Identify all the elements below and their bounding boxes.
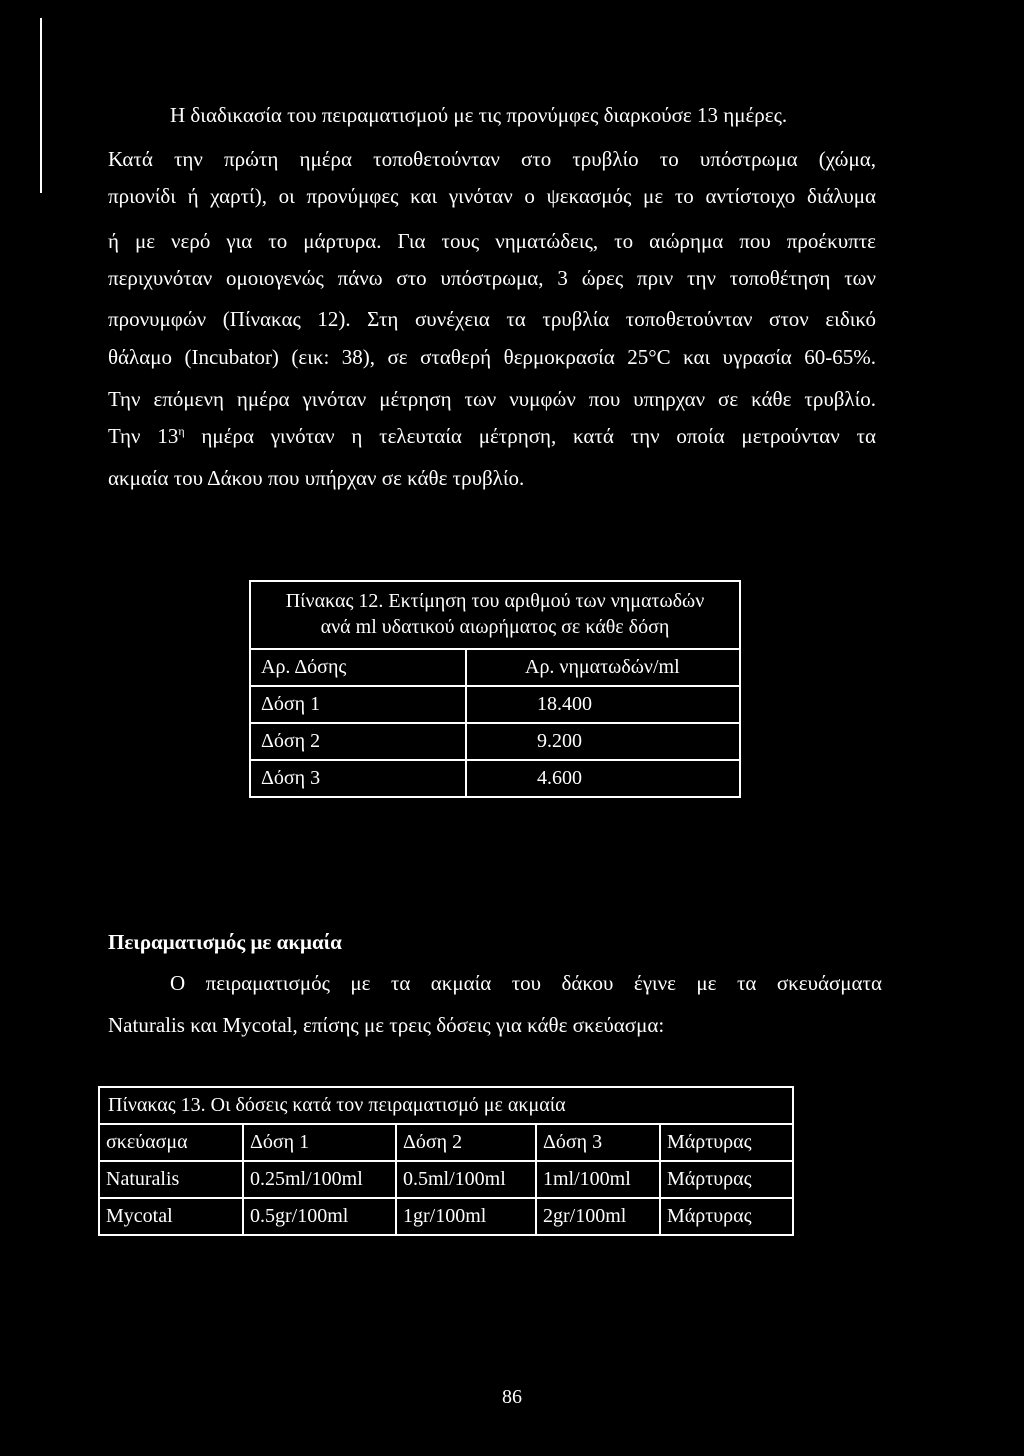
table-cell: Mycotal [99, 1198, 243, 1235]
table-header-row [99, 1124, 793, 1161]
table-header-cell: Μάρτυρας [660, 1124, 793, 1161]
paragraph-line: Ο πειραματισμός με τα ακμαία του δάκου έγινε με τα σκευάσματα [170, 971, 882, 995]
table-12 [249, 580, 741, 798]
table-caption-line: Πίνακας 12. Εκτίμηση του αριθμού των νηματωδών [285, 590, 705, 612]
paragraph-line: ή με νερό για το μάρτυρα. Για τους νηματώδεις, το αιώρημα που προέκυπτε [108, 229, 876, 253]
table-row [250, 723, 740, 760]
table-cell: Μάρτυρας [660, 1198, 793, 1235]
table-cell: Δόση 2 [250, 723, 466, 760]
table-header-cell: Αρ. νηματωδών/ml [466, 649, 740, 686]
table-cell: 1gr/100ml [396, 1198, 536, 1235]
paragraph-line [108, 423, 876, 449]
table-cell: 0.5gr/100ml [243, 1198, 396, 1235]
paragraph-line: περιχυνόταν ομοιογενώς πάνω στο υπόστρωμα, 3 ώρες πριν την τοποθέτηση των [108, 266, 876, 290]
table-header-row [250, 649, 740, 686]
table-cell: 9.200 [466, 723, 740, 760]
table-header-cell: Δόση 1 [243, 1124, 396, 1161]
table-cell: Μάρτυρας [660, 1161, 793, 1198]
paragraph-line: ακμαία του Δάκου που υπήρχαν σε κάθε τρυβλίο. [108, 466, 525, 490]
paragraph-line-part: Την 13 [108, 424, 179, 448]
paragraph-line: πριονίδι ή χαρτί), οι προνύμφες και γινόταν ο ψεκασμός με το αντίστοιχο διάλυμα [108, 184, 876, 208]
paragraph-line: Κατά την πρώτη ημέρα τοποθετούνταν στο τρυβλίο το υπόστρωμα (χώμα, [108, 147, 876, 171]
paragraph-line: προνυμφών (Πίνακας 12). Στη συνέχεια τα τρυβλία τοποθετούνταν στον ειδικό [108, 307, 876, 331]
paragraph-line: θάλαμο (Incubator) (εικ: 38), σε σταθερή θερμοκρασία 25°C και υγρασία 60-65%. [108, 345, 876, 369]
table-cell: 0.25ml/100ml [243, 1161, 396, 1198]
table-cell: Δόση 3 [250, 760, 466, 797]
page-number: 86 [502, 1386, 522, 1408]
superscript: η [178, 424, 185, 438]
section-title: Πειραματισμός με ακμαία [108, 930, 342, 954]
table-row [250, 760, 740, 797]
table-header-cell: Δόση 2 [396, 1124, 536, 1161]
paragraph-line-part: ημέρα γινόταν η τελευταία μέτρηση, κατά την οποία μετρούνταν τα [184, 424, 876, 448]
table-cell: Δόση 1 [250, 686, 466, 723]
table-caption-line: ανά ml υδατικού αιωρήματος σε κάθε δόση [320, 616, 670, 638]
table-row [99, 1198, 793, 1235]
margin-line [40, 18, 42, 193]
table-13 [98, 1086, 794, 1236]
table-cell: 0.5ml/100ml [396, 1161, 536, 1198]
table-cell: 2gr/100ml [536, 1198, 660, 1235]
paragraph-line: Naturalis και Mycotal, επίσης με τρεις δόσεις για κάθε σκεύασμα: [108, 1013, 665, 1037]
table-cell: 4.600 [466, 760, 740, 797]
table-cell: 18.400 [466, 686, 740, 723]
table-header-cell: Δόση 3 [536, 1124, 660, 1161]
table-header-cell: σκεύασμα [99, 1124, 243, 1161]
paragraph-line: Η διαδικασία του πειραματισμού με τις προνύμφες διαρκούσε 13 ημέρες. [170, 103, 788, 127]
paragraph-line: Την επόμενη ημέρα γινόταν μέτρηση των νυμφών που υπηρχαν σε κάθε τρυβλίο. [108, 387, 876, 411]
table-caption: Πίνακας 13. Οι δόσεις κατά τον πειραματισμό με ακμαία [99, 1087, 793, 1124]
table-header-cell: Αρ. Δόσης [250, 649, 466, 686]
table-row [99, 1161, 793, 1198]
table-cell: 1ml/100ml [536, 1161, 660, 1198]
table-cell: Naturalis [99, 1161, 243, 1198]
table-row [250, 686, 740, 723]
table-caption [250, 581, 740, 649]
